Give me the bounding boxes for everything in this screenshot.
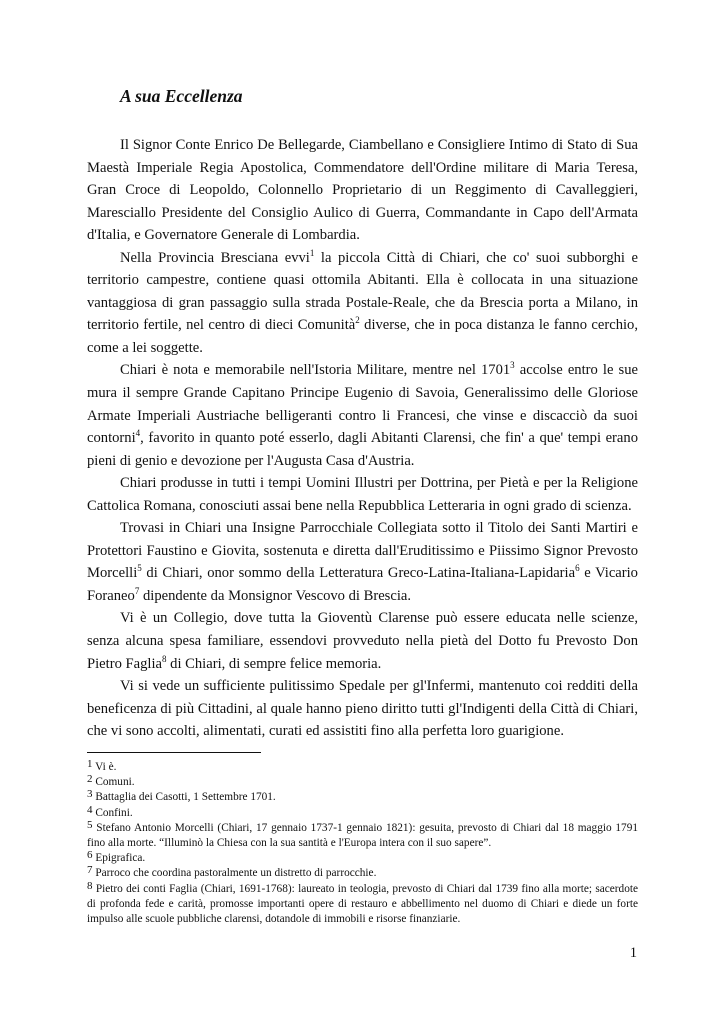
- paragraph-text: Trovasi in Chiari una Insigne Parrocchiale Collegiata sotto il Titolo dei Santi Martiri e Protettori Faustino e Giovita, sostenuta e diretta dall'Eruditissimo e Piissimo Signor Prevosto Morcelli: [87, 520, 638, 582]
- footnote-reference: 2: [355, 315, 360, 326]
- paragraph-text: Nella Provincia Bresciana evvi: [120, 249, 310, 266]
- footnote-number: 5: [87, 818, 93, 831]
- paragraph-text: Chiari è nota e memorabile nell'Istoria Militare, mentre nel 1701: [120, 362, 511, 379]
- footnote-text: Comuni.: [95, 776, 135, 789]
- paragraph-text: di Chiari, onor sommo della Letteratura Greco-Latina-Italiana-Lapidaria: [141, 565, 576, 582]
- page-title: A sua Eccellenza: [120, 86, 243, 106]
- paragraph-text: accolse entro le sue mura il sempre Grande Capitano Principe Eugenio di Savoia, Generalissimo delle Gloriose Armate Imperiali Austriache belligeranti contro li Francesi, che vinse e discacciò da suoi contorni: [87, 362, 638, 447]
- paragraph-text: la piccola Città di Chiari, che co' suoi subborghi e territorio campestre, contiene quasi ottomila Abitanti. Ella è collocata in una situazione vantaggiosa di gran passaggio sulla strada Postale-Reale, che da Brescia porta a Milano, in territorio fertile, nel centro di dieci Comunità: [87, 249, 638, 334]
- footnote-reference: 5: [137, 563, 142, 574]
- footnote-number: 8: [87, 879, 93, 892]
- footnote-5: [87, 818, 638, 851]
- footnote-text: Battaglia dei Casotti, 1 Settembre 1701.: [95, 791, 276, 804]
- paragraph-text: Il Signor Conte Enrico De Bellegarde, Ciambellano e Consigliere Intimo di Stato di Sua Maestà Imperiale Regia Apostolica, Commendatore dell'Ordine militare di Maria Teresa, Gran Croce di Leopoldo, Colonnello Proprietario di un Reggimento di Cavalleggieri, Maresciallo Presidente del Consiglio Aulico di Guerra, Commandante in Capo dell'Armata d'Italia, e Governatore Generale di Lombardia.: [87, 137, 638, 244]
- paragraph-5: [87, 517, 638, 607]
- body-text: [87, 134, 638, 743]
- footnote-text: Parroco che coordina pastoralmente un distretto di parrocchie.: [95, 867, 377, 880]
- footnote-reference: 6: [575, 563, 580, 574]
- paragraph-text: dipendente da Monsignor Vescovo di Brescia.: [139, 587, 412, 604]
- paragraph-2: [87, 247, 638, 360]
- footnote-4: [87, 803, 638, 821]
- footnote-7: [87, 866, 638, 881]
- footnote-number: 1: [87, 758, 93, 770]
- paragraph-4: [87, 472, 638, 517]
- footnote-number: 2: [87, 773, 93, 786]
- footnote-reference: 1: [309, 247, 315, 258]
- paragraph-1: [87, 134, 638, 247]
- footnote-1: [87, 760, 638, 775]
- footnote-2: [87, 775, 638, 790]
- paragraph-6: [87, 607, 638, 675]
- footnote-reference: 3: [510, 360, 515, 371]
- footnote-text: Confini.: [95, 806, 133, 819]
- footnote-reference: 4: [135, 428, 141, 439]
- footnote-6: [87, 851, 638, 866]
- paragraph-text: e Vicario Foraneo: [87, 565, 638, 604]
- footnote-text: Epigrafica.: [95, 852, 146, 865]
- footnote-number: 4: [87, 803, 93, 816]
- paragraph-7: [87, 675, 638, 743]
- paragraph-text: di Chiari, di sempre felice memoria.: [166, 655, 382, 672]
- footnote-text: Pietro dei conti Faglia (Chiari, 1691-1768): laureato in teologia, prevosto di Chiari dal 1739 fino alla morte; sacerdote di profonda fede e carità, promosse importanti opere di restauro e abbellimento nel duomo di Chiari e diede un forte impulso alle scuole pubbliche clarensi, dotandole di immobili e risorse finanziarie.: [87, 882, 638, 926]
- paragraph-text: Chiari produsse in tutti i tempi Uomini Illustri per Dottrina, per Pietà e per la Religione Cattolica Romana, conosciuti assai bene nella Repubblica Letteraria in ogni grado di scienza.: [87, 475, 638, 514]
- footnotes: [87, 760, 638, 927]
- footnote-text: Stefano Antonio Morcelli (Chiari, 17 gennaio 1737-1 gennaio 1821): gesuita, prevosto di Chiari dal 18 maggio 1791 fino alla morte. “Illuminò la Chiesa con la sua santità e l'Europa intera con il suo sapere”.: [87, 821, 638, 850]
- paragraph-text: , favorito in quanto poté esserlo, dagli Abitanti Clarensi, che fin' a que' tempi erano pieni di genio e devozione per l'Augusta Casa d'Austria.: [87, 430, 638, 469]
- paragraph-text: Vi si vede un sufficiente pulitissimo Spedale per gl'Infermi, mantenuto coi redditi della beneficenza di più Cittadini, al quale hanno pieno diritto tutti gl'Indigenti della Città di Chiari, che vi sono accolti, alimentati, curati ed assistiti fino alla perfetta loro guarigione.: [87, 678, 638, 740]
- paragraph-text: diverse, che in poca distanza le fanno cerchio, come a lei soggette.: [87, 317, 638, 356]
- footnote-number: 7: [87, 864, 93, 877]
- paragraph-3: [87, 359, 638, 472]
- footnote-reference: 8: [162, 653, 167, 664]
- footnote-text: Vi è.: [95, 761, 117, 773]
- footnote-number: 3: [87, 788, 93, 801]
- page-number: 1: [629, 945, 637, 961]
- footnote-reference: 7: [134, 586, 140, 597]
- footnote-8: [87, 879, 638, 928]
- footnote-number: 6: [87, 849, 93, 862]
- paragraph-text: Vi è un Collegio, dove tutta la Gioventù Clarense può essere educata nelle scienze, senza alcuna spesa familiare, essendovi provveduto nella pietà del Dotto fu Prevosto Don Pietro Faglia: [87, 610, 638, 672]
- footnote-separator: [87, 752, 261, 753]
- footnote-3: [87, 790, 638, 805]
